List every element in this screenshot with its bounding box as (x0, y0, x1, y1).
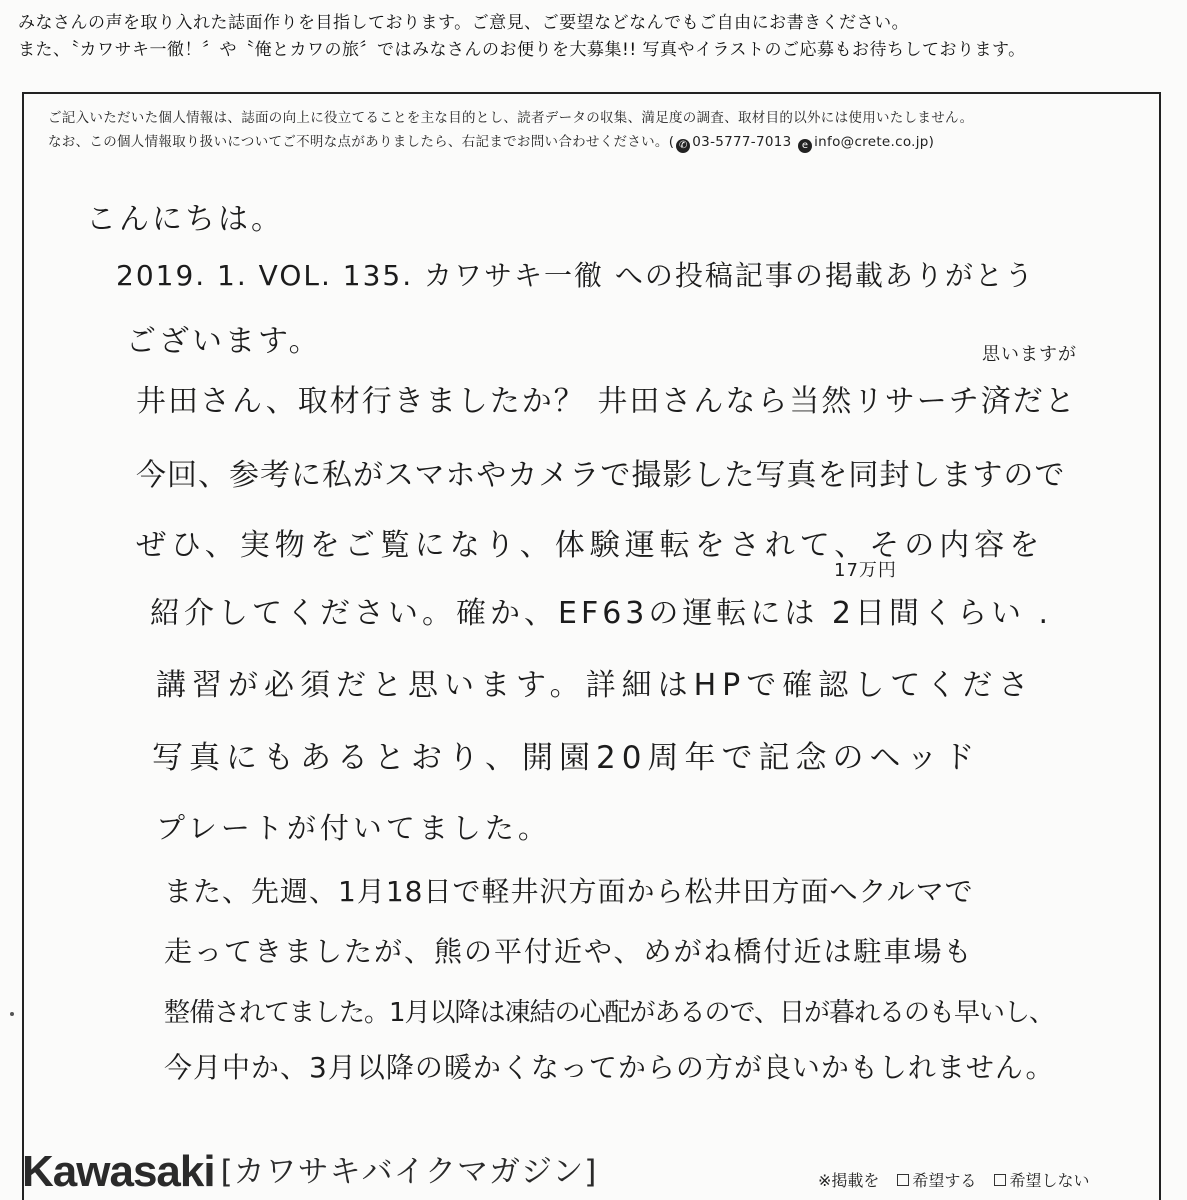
letter-line-13: 整備されてました。1月以降は凍結の心配があるので、日が暮れるのも早いし、 (164, 998, 1055, 1028)
privacy-notice-line-1: ご記入いただいた個人情報は、誌面の向上に役立てることを主な目的とし、読者データの収集、満足度の調査、取材目的以外には使用いたしません。 (48, 110, 974, 126)
kawasaki-logo-text: Kawasaki (22, 1147, 215, 1196)
letter-line-2: 2019. 1. VOL. 135. カワサキ一徹 への投稿記事の掲載ありがとう (116, 259, 1035, 292)
letter-frame (22, 92, 1161, 1200)
letter-line-8: 講習が必須だと思います。詳細はHPで確認してくださ (156, 668, 1035, 703)
letter-line-14: 今月中か、3月以降の暖かくなってからの方が良いかもしれません。 (164, 1051, 1055, 1084)
publish-consent-label: ※掲載を (818, 1171, 880, 1190)
letter-note-above-line-7: 17万円 (834, 560, 897, 581)
letter-line-5: 今回、参考に私がスマホやカメラで撮影した写真を同封しますので (136, 458, 1066, 493)
margin-mark (10, 1012, 14, 1016)
letter-line-6: ぜひ、実物をご覧になり、体験運転をされて、その内容を (136, 528, 1045, 563)
header-notice-line-1: みなさんの声を取り入れた誌面作りを目指しております。ご意見、ご要望などなんでもご自由にお書きください。 (18, 13, 910, 33)
phone-icon: ✆ (676, 139, 690, 153)
letter-line-3: ございます。 (126, 324, 322, 359)
letter-line-10: プレートが付いてました。 (156, 811, 551, 845)
magazine-logo (22, 1147, 598, 1196)
contact-email: info@crete.co.jp (814, 134, 929, 150)
handwritten-letter (24, 94, 1159, 1200)
header-notice (18, 10, 1168, 64)
publish-consent (818, 1168, 1089, 1191)
privacy-notice-suffix: ) (928, 134, 935, 150)
consent-no-checkbox[interactable] (994, 1174, 1006, 1186)
consent-yes-checkbox[interactable] (897, 1174, 909, 1186)
letter-line-7: 紹介してください。確か、EF63の運転には 2日間くらい . (150, 596, 1053, 631)
contact-phone: 03-5777-7013 (692, 134, 792, 150)
letter-line-9: 写真にもあるとおり、開園20周年で記念のヘッド (152, 740, 981, 776)
consent-no-label: 希望しない (1009, 1171, 1090, 1190)
letter-line-4: 井田さん、取材行きましたか？ 井田さんなら当然リサーチ済だと (136, 384, 1077, 419)
magazine-subtitle: [カワサキバイクマガジン] (220, 1154, 598, 1190)
privacy-notice-prefix: なお、この個人情報取り扱いについてご不明な点がありましたら、右記までお問い合わせください。( (48, 134, 675, 150)
header-notice-line-2: また、〝カワサキ一徹！〞や〝俺とカワの旅〞ではみなさんのお便りを大募集!! 写真やイラストのご応募もお待ちしております。 (18, 40, 1026, 60)
letter-line-11: また、先週、1月18日で軽井沢方面から松井田方面へクルマで (164, 875, 974, 908)
letter-note-above-line-4: 思いますが (982, 344, 1077, 365)
email-icon: e (798, 139, 812, 153)
letter-line-12: 走ってきましたが、熊の平付近や、めがね橋付近は駐車場も (164, 935, 974, 968)
letter-line-1: こんにちは。 (86, 202, 284, 237)
consent-yes-label: 希望する (912, 1171, 977, 1190)
